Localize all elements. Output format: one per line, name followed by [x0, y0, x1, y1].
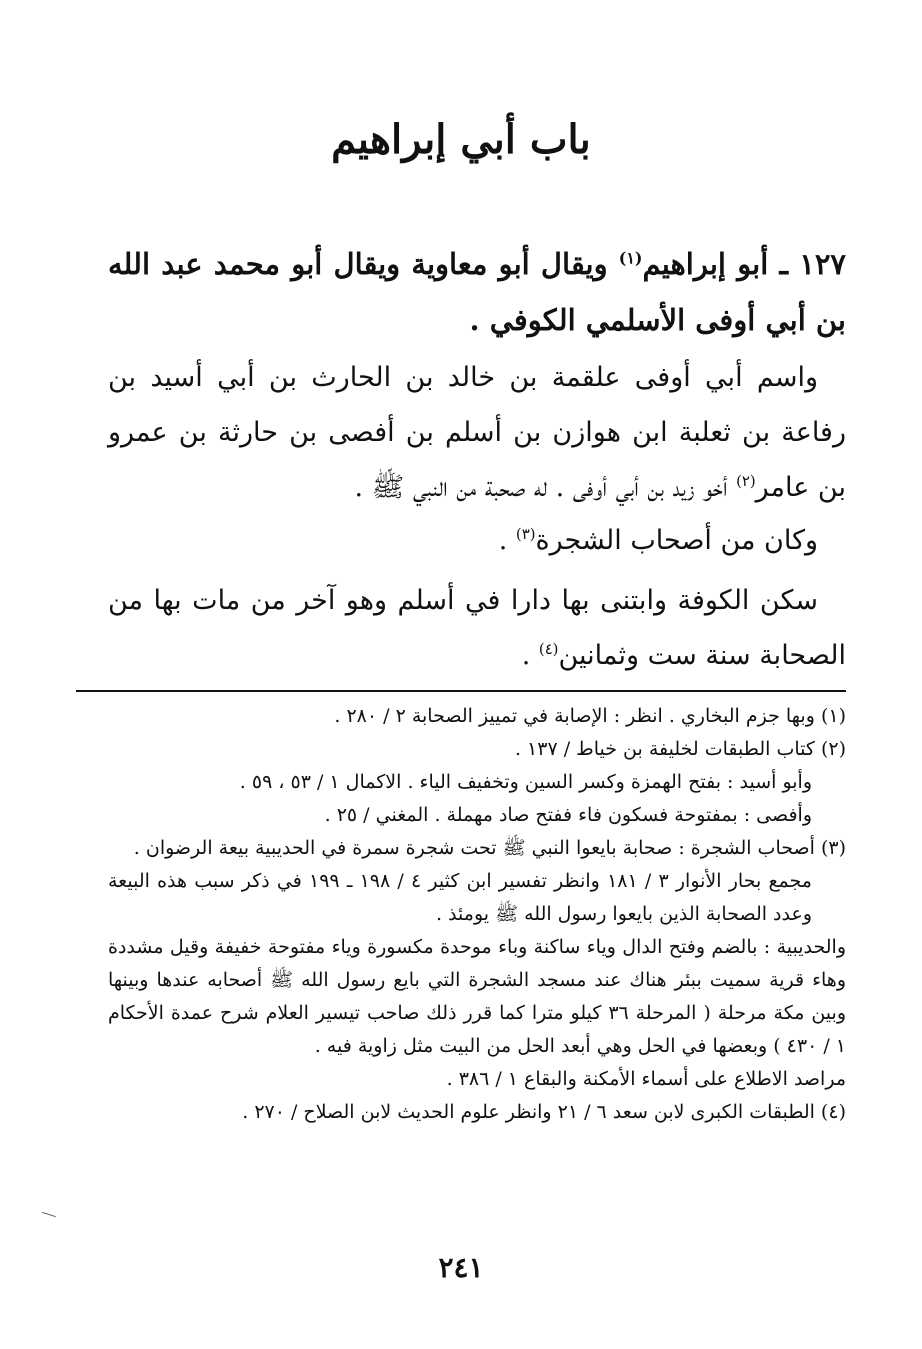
footnote-4: (٤) الطبقات الكبرى لابن سعد ٦ / ٢١ وانظر علوم الحديث لابن الصلاح / ٢٧٠ . — [242, 1101, 846, 1123]
scan-mark — [42, 1212, 56, 1217]
entry-name: أبو إبراهيم — [642, 247, 769, 281]
chapter-title: باب أبي إبراهيم — [331, 116, 591, 163]
footnote-3-continuation: والحديبية : بالضم وفتح الدال وياء ساكنة وباء موحدة مكسورة وياء مفتوحة خفيفة وقيل مشددة وهاء قرية سميت ببئر هناك عند مسجد الشجرة التي بايع رسول الله ﷺ أصحابه عندها وبينها وبين مكة مرحلة ( المرحلة ٣٦ كيلو مترا كما قرر ذلك صاحب تيسير العلام شرح عمدة الأحكام ١ / ٤٣٠ ) وبعضها في الحل وهي أبعد الحل من البيت مثل زاوية فيه . — [108, 936, 846, 1057]
paragraph-text: وكان من أصحاب الشجرة — [535, 525, 818, 556]
footnote-2-continuation: وأفصى : بمفتوحة فسكون فاء ففتح صاد مهملة . المغني / ٢٥ . — [324, 804, 812, 826]
paragraph-text: . — [498, 525, 516, 556]
paragraph-kufa — [108, 573, 846, 683]
footnote-ref-2[interactable]: (٢) — [736, 472, 756, 490]
paragraph-text: أخو زيد بن أبي أوفى . له صحبة من النبي ﷺ . — [354, 472, 737, 503]
footnote-ref-4[interactable]: (٤) — [538, 640, 559, 658]
paragraph-tree-companions — [108, 513, 846, 568]
entry-heading — [108, 236, 846, 348]
footnote-2-continuation: وأبو أسيد : بفتح الهمزة وكسر السين وتخفيف الياء . الاكمال ١ / ٥٣ ، ٥٩ . — [239, 771, 812, 793]
footnote-divider — [76, 690, 846, 692]
footnote-ref-1[interactable]: (١) — [618, 248, 643, 268]
footnote-3-continuation: مراصد الاطلاع على أسماء الأمكنة والبقاع ١ / ٣٨٦ . — [446, 1068, 846, 1090]
footnote-3-continuation: مجمع بحار الأنوار ٣ / ١٨١ وانظر تفسير ابن كثير ٤ / ١٩٨ ـ ١٩٩ في ذكر سبب هذه البيعة وعدد الصحابة الذين بايعوا رسول الله ﷺ يومئذ . — [108, 870, 812, 925]
footnote-3: (٣) أصحاب الشجرة : صحابة بايعوا النبي ﷺ تحت شجرة سمرة في الحديبية بيعة الرضوان . — [133, 837, 846, 859]
paragraph-text: واسم أبي أوفى علقمة بن خالد بن الحارث بن أبي أسيد بن رفاعة بن ثعلبة ابن هوازن بن أسلم بن أفصى بن حارثة بن عمرو بن عامر — [108, 362, 846, 503]
footnotes — [108, 700, 846, 1129]
paragraph-lineage — [108, 350, 846, 515]
entry-dash: ـ — [768, 247, 800, 281]
page-number: ٢٤١ — [438, 1251, 484, 1284]
footnote-2: (٢) كتاب الطبقات لخليفة بن خياط / ١٣٧ . — [514, 738, 846, 760]
entry-rest: ويقال أبو معاوية ويقال أبو محمد عبد الله بن أبي أوفى الأسلمي الكوفي . — [108, 247, 846, 337]
footnote-ref-3[interactable]: (٣) — [515, 525, 536, 543]
footnote-1: (١) وبها جزم البخاري . انظر : الإصابة في تمييز الصحابة ٢ / ٢٨٠ . — [334, 705, 846, 727]
paragraph-text: . — [521, 640, 539, 671]
entry-number: ١٢٧ — [799, 247, 846, 281]
paragraph-text: سكن الكوفة وابتنى بها دارا في أسلم وهو آخر من مات بها من الصحابة سنة ست وثمانين — [108, 585, 846, 671]
